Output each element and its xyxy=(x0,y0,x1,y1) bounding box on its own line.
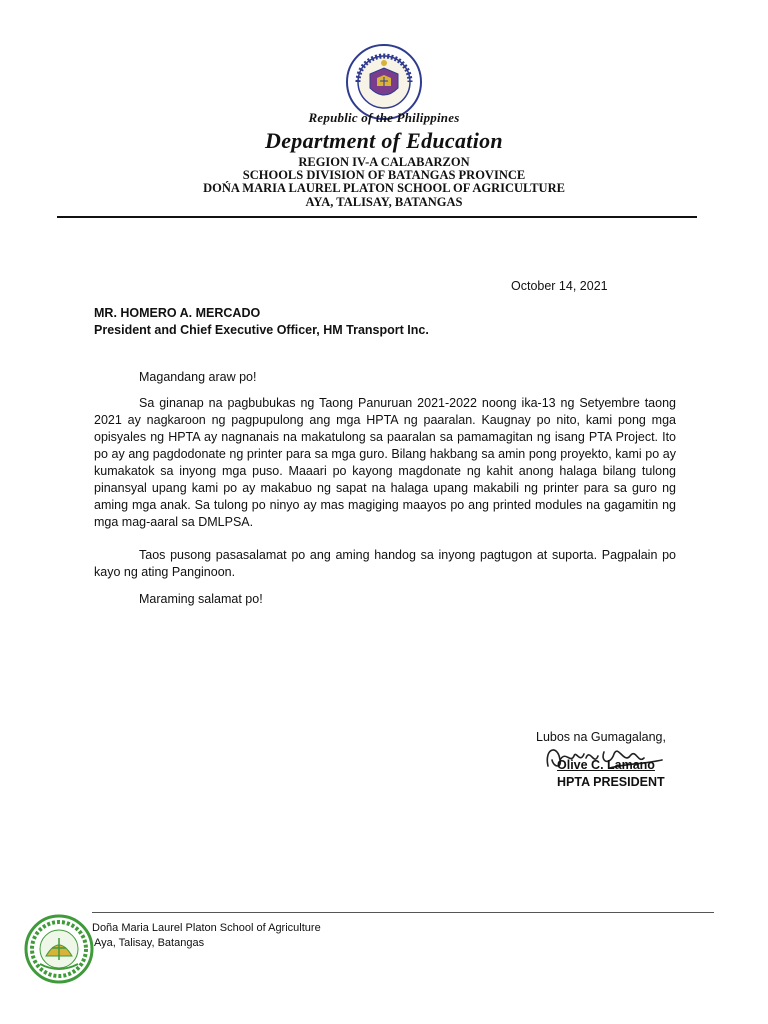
body-paragraph-2: Taos pusong pasasalamat po ang aming handog sa inyong pagtugon at suporta. Pagpalain po kayo ng ating Panginoon. xyxy=(94,548,676,579)
footer-divider xyxy=(92,912,714,913)
department-heading: Department of Education xyxy=(265,128,503,153)
body-paragraph-1: Sa ginanap na pagbubukas ng Taong Panuruan 2021-2022 noong ika-13 ng Setyembre taong 2021 ay nagkaroon ng pagpupulong ang mga HPTA ng paaralan. Kaugnay po nito, kami pong mga opisyales ng HPTA ay nagnanais na makatulong sa paaralan sa pamamagitan ng isang PTA Project. Ito po ay ang pagdodonate ng printer para sa mga guro. Bilang hakbang sa amin pong proyekto, kami po ay kumakatok sa inyong mga puso. Maaari po kayong magdonate ng kahit anong halaga bilang tulong pinansyal upang kami po ay makabuo ng sapat na halaga upang makabili ng printer para sa guro ng aming mga anak. Sa tulong po ninyo ay mas magiging maayos po ang printed modules na gagamitin ng mga mag-aaral sa DMLPSA. xyxy=(94,396,676,529)
address-line: AYA, TALISAY, BATANGAS xyxy=(305,195,463,209)
footer-address: Aya, Talisay, Batangas xyxy=(94,937,205,949)
footer-school-name: Doña Maria Laurel Platon School of Agriculture xyxy=(92,922,321,934)
republic-heading: Republic of the Philippines xyxy=(308,110,460,125)
greeting: Magandang araw po! xyxy=(139,370,257,384)
closing-line: Lubos na Gumagalang, xyxy=(536,730,666,744)
school-line: DOŃA MARIA LAUREL PLATON SCHOOL OF AGRICULTURE xyxy=(203,181,565,195)
header-divider xyxy=(57,216,697,218)
signer-name: Olive C. Lamano xyxy=(557,758,655,772)
school-logo-icon xyxy=(24,914,94,984)
deped-seal-icon xyxy=(346,44,422,120)
signer-title: HPTA PRESIDENT xyxy=(557,775,665,789)
region-line: REGION IV-A CALABARZON xyxy=(298,155,470,169)
addressee-name: MR. HOMERO A. MERCADO xyxy=(94,306,261,320)
letter-date: October 14, 2021 xyxy=(511,279,608,293)
thanks-line: Maraming salamat po! xyxy=(139,592,263,606)
addressee-title: President and Chief Executive Officer, HM Transport Inc. xyxy=(94,323,429,337)
division-line: SCHOOLS DIVISION OF BATANGAS PROVINCE xyxy=(242,168,526,182)
